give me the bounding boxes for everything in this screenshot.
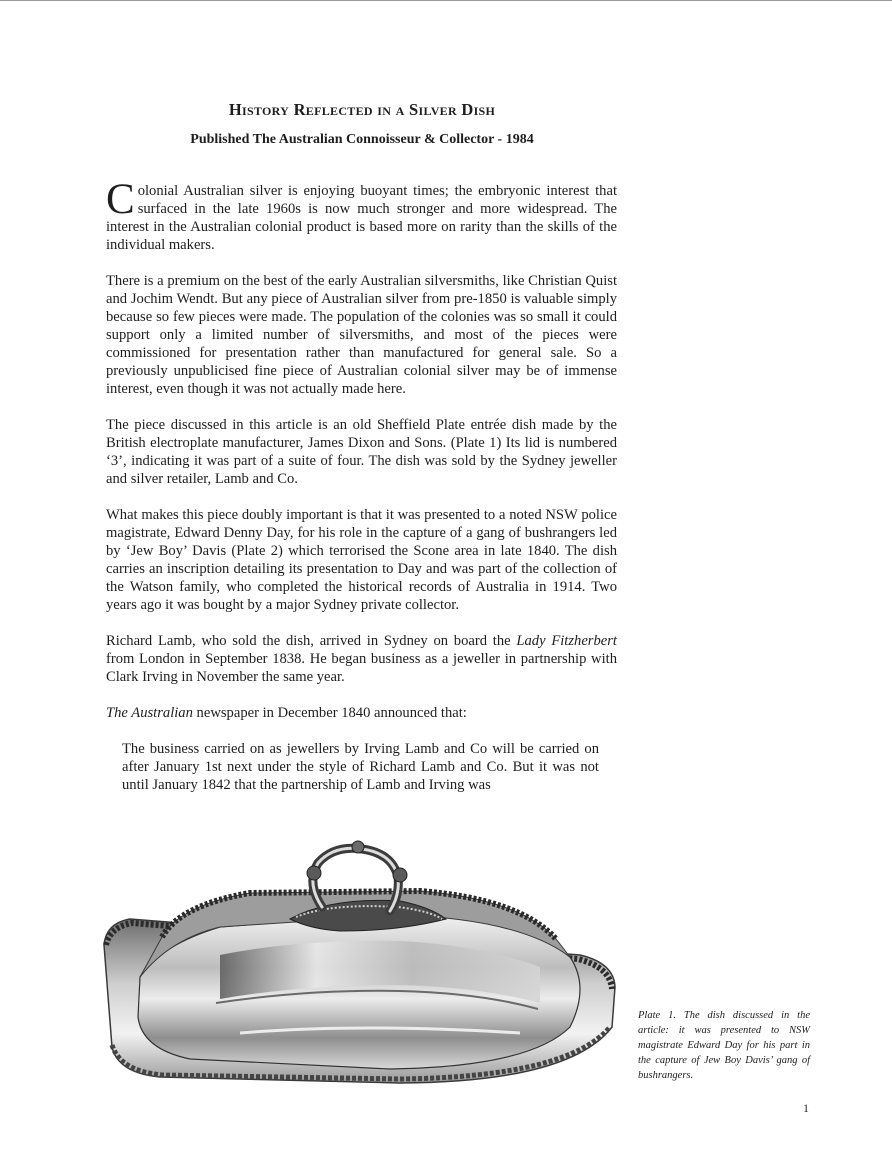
drop-cap: C	[106, 176, 135, 223]
page-top-rule	[0, 0, 892, 1]
paragraph-4: What makes this piece doubly important is that it was presented to a noted NSW police magistrate, Edward Denny Day, for his role in the capture of a gang of bushrangers led by ‘Jew Boy’ Davis (Plate 2) which terrorised the Scone area in late 1840. The dish carries an inscription detailing its presentation to Day and was part of the collection of the Watson family, who completed the historical records of Australia in 1914. Two years ago it was bought by a major Sydney private collector.	[106, 507, 617, 613]
paragraph-3: The piece discussed in this article is an old Sheffield Plate entrée dish made by the British electroplate manufacturer, James Dixon and Sons. (Plate 1) Its lid is numbered ‘3’, indicating it was part of a suite of four. The dish was sold by the Sydney jeweller and silver retailer, Lamb and Co.	[106, 417, 617, 487]
paragraph-6-end: newspaper in December 1840 announced that:	[192, 705, 467, 721]
paragraph-2: There is a premium on the best of the early Australian silversmiths, like Christian Quist and Jochim Wendt. But any piece of Australian silver from pre-1850 is valuable simply because so few pieces were made. The population of the colonies was so small it could support only a limited number of silversmiths, and most of the pieces were commissioned for presentation rather than manufactured for general sale. So a previously unpublicised fine piece of Australian colonial silver may be of immense interest, even though it was not actually made here.	[106, 273, 617, 397]
article-body	[106, 176, 617, 794]
paragraph-5	[106, 632, 617, 686]
article-title: History Reflected in a Silver Dish	[228, 100, 496, 119]
silver-entree-dish-photo	[100, 827, 620, 1085]
article-subtitle: Published The Australian Connoisseur & Collector - 1984	[190, 132, 534, 147]
paragraph-5-start: Richard Lamb, who sold the dish, arrived in Sydney on board the	[106, 633, 517, 649]
paragraph-5-end: from London in September 1838. He began business as a jeweller in partnership with Clark Irving in November the same year.	[106, 651, 617, 685]
newspaper-name: The Australian	[106, 705, 193, 721]
block-quote: The business carried on as jewellers by Irving Lamb and Co will be carried on after January 1st next under the style of Richard Lamb and Co. But it was not until January 1842 that the partnership of Lamb and Irving was	[122, 741, 599, 793]
plate-caption: Plate 1. The dish discussed in the article: it was presented to NSW magistrate Edward Day for his part in the capture of Jew Boy Davis’ gang of bushrangers.	[638, 1010, 810, 1081]
ship-name: Lady Fitzherbert	[516, 633, 617, 649]
paragraph-1	[106, 176, 617, 254]
page-number: 1	[803, 1103, 809, 1115]
paragraph-6	[106, 704, 617, 722]
paragraph-1-text: olonial Australian silver is enjoying buoyant times; the embryonic interest that surfaced in the late 1960s is now much stronger and more widespread. The interest in the Australian colonial product is based more on rarity than the skills of the individual makers.	[106, 183, 617, 253]
